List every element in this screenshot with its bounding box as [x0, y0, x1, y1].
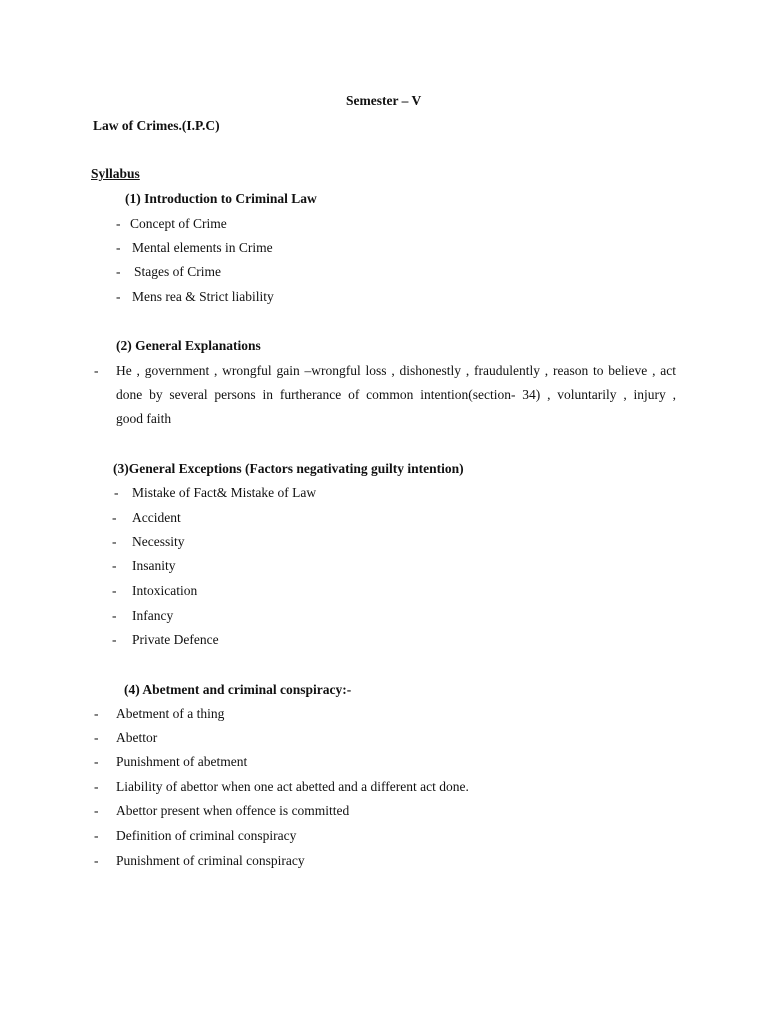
list-item: Necessity [132, 534, 185, 549]
bullet-dash: - [112, 632, 117, 647]
list-item: Stages of Crime [134, 264, 221, 279]
course-title: Law of Crimes.(I.P.C) [93, 118, 220, 133]
list-item: Private Defence [132, 632, 219, 647]
syllabus-label: Syllabus [91, 166, 140, 181]
list-item: Mistake of Fact& Mistake of Law [132, 485, 317, 500]
bullet-dash: - [116, 289, 121, 304]
bullet-dash: - [112, 608, 117, 623]
list-item: Intoxication [132, 583, 198, 598]
section-4-heading: (4) Abetment and criminal conspiracy:- [124, 682, 352, 697]
bullet-dash: - [94, 853, 99, 868]
bullet-dash: - [94, 828, 99, 843]
list-item: Infancy [132, 608, 174, 623]
bullet-dash: - [94, 706, 99, 721]
list-item: Abettor present when offence is committed [116, 803, 350, 818]
section-2-heading: (2) General Explanations [116, 338, 261, 353]
paragraph-line: done by several persons in furtherance of common intention(section- 34) , voluntarily , injury , [116, 387, 676, 402]
list-item: Punishment of abetment [116, 754, 248, 769]
section-1-heading: (1) Introduction to Criminal Law [125, 191, 317, 206]
semester-heading: Semester – V [346, 93, 422, 108]
list-item: Punishment of criminal conspiracy [116, 853, 305, 868]
paragraph-line: He , government , wrongful gain –wrongful loss , dishonestly , fraudulently , reason to believe , act [116, 363, 676, 378]
bullet-dash: - [94, 803, 99, 818]
bullet-dash: - [112, 510, 117, 525]
list-item: Abettor [116, 730, 158, 745]
bullet-dash: - [112, 534, 117, 549]
bullet-dash: - [116, 216, 121, 231]
list-item: Insanity [132, 558, 176, 573]
list-item: Abetment of a thing [116, 706, 225, 721]
paragraph-line: good faith [116, 411, 172, 426]
bullet-dash: - [94, 730, 99, 745]
bullet-dash: - [94, 363, 99, 378]
bullet-dash: - [116, 264, 121, 279]
list-item: Liability of abettor when one act abetted and a different act done. [116, 779, 469, 794]
bullet-dash: - [94, 779, 99, 794]
list-item: Accident [132, 510, 181, 525]
bullet-dash: - [114, 485, 119, 500]
section-3-heading: (3)General Exceptions (Factors negativating guilty intention) [113, 461, 464, 476]
bullet-dash: - [116, 240, 121, 255]
list-item: Mental elements in Crime [132, 240, 273, 255]
list-item: Concept of Crime [130, 216, 227, 231]
bullet-dash: - [94, 754, 99, 769]
bullet-dash: - [112, 558, 117, 573]
list-item: Mens rea & Strict liability [132, 289, 274, 304]
list-item: Definition of criminal conspiracy [116, 828, 297, 843]
bullet-dash: - [112, 583, 117, 598]
